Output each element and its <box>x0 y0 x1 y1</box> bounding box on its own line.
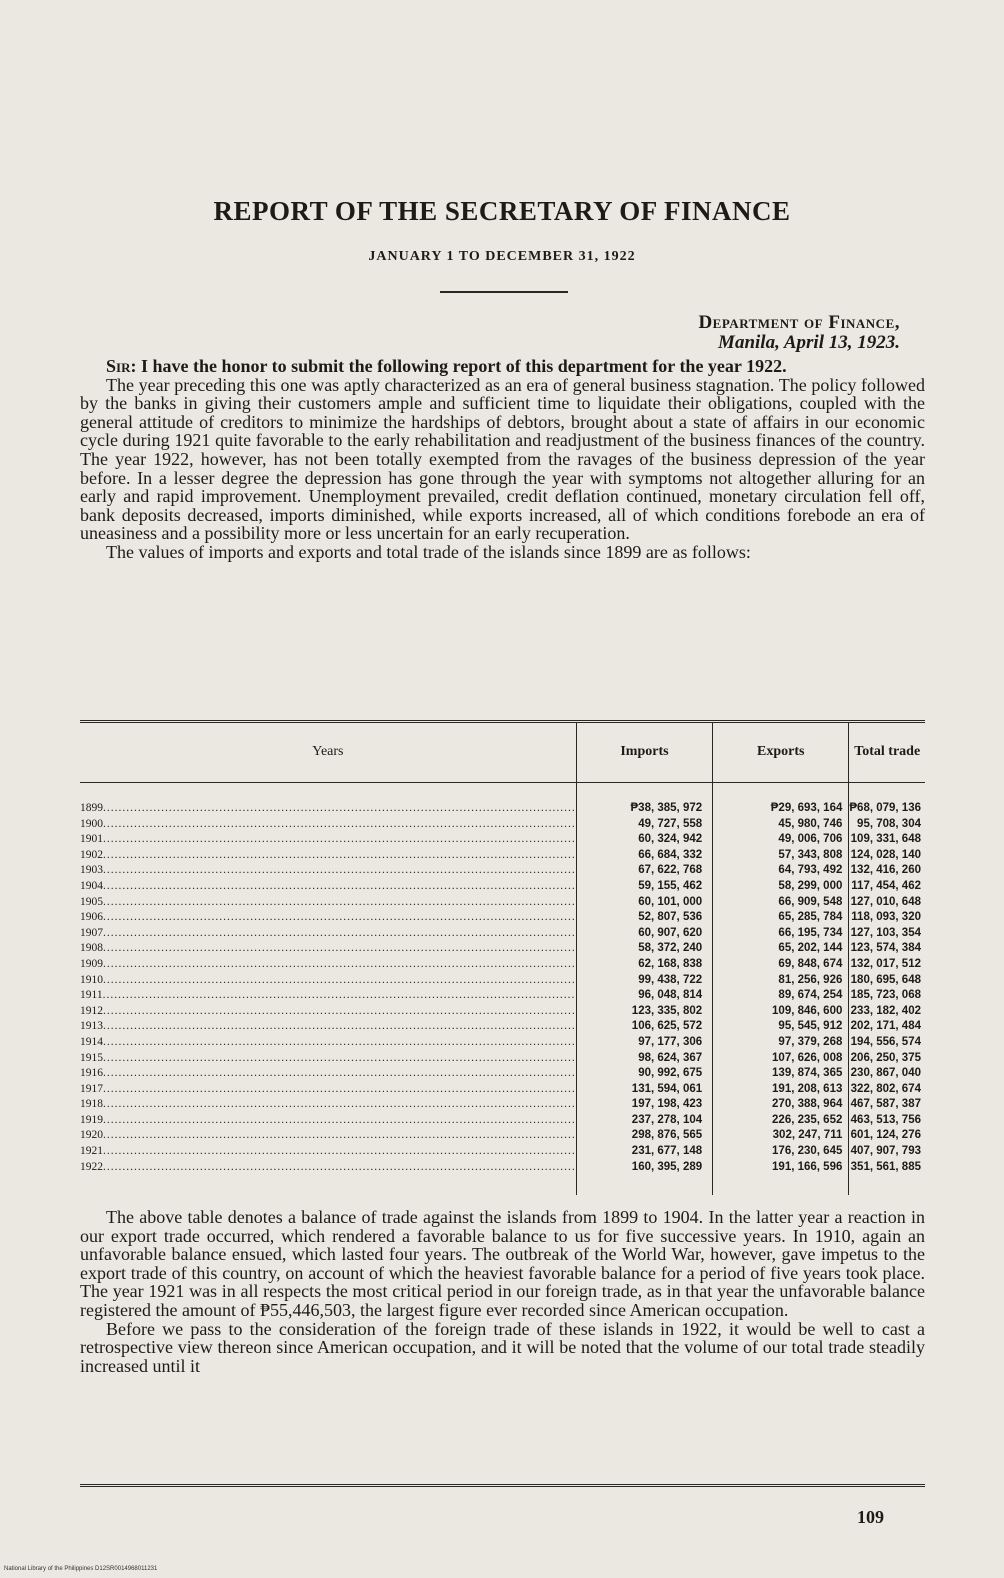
year-cell <box>80 783 576 817</box>
year-cell-value: 1913 <box>80 1020 103 1033</box>
col-header-exports: Exports <box>713 722 849 783</box>
year-cell <box>80 1082 576 1098</box>
table-row <box>80 783 925 817</box>
report-date-range: JANUARY 1 TO DECEMBER 31, 1922 <box>368 249 636 264</box>
exports-cell <box>713 988 849 1004</box>
year-cell-value: 1911 <box>80 989 103 1002</box>
place-and-date: Manila, April 13, 1923. <box>718 332 900 353</box>
exports-cell <box>713 1160 849 1196</box>
exports-cell-value: 66, 195, 734 <box>778 926 843 939</box>
imports-cell <box>576 1097 712 1113</box>
col-header-imports: Imports <box>576 722 712 783</box>
table-bottom-rule <box>80 1484 925 1490</box>
dot-leader <box>103 1098 576 1110</box>
total-trade-cell-value: 180, 695, 648 <box>850 973 921 986</box>
dot-leader <box>103 818 576 830</box>
imports-cell-value: 298, 876, 565 <box>631 1129 703 1142</box>
total-trade-cell <box>849 926 925 942</box>
year-cell-value: 1900 <box>80 817 103 830</box>
exports-cell-value: 45, 980, 746 <box>778 817 843 830</box>
intro-paragraph-3: The values of imports and exports and total trade of the islands since 1899 are as follows: <box>106 541 751 562</box>
year-cell-value: 1909 <box>80 957 103 970</box>
imports-cell <box>576 973 712 989</box>
dot-leader <box>103 942 576 954</box>
imports-cell-value: 231, 677, 148 <box>631 1145 703 1158</box>
dot-leader <box>103 958 576 970</box>
total-trade-cell <box>849 879 925 895</box>
imports-cell <box>576 926 712 942</box>
exports-cell-value: 139, 874, 365 <box>772 1067 843 1080</box>
table-row <box>80 1082 925 1098</box>
imports-cell <box>576 848 712 864</box>
imports-cell <box>576 863 712 879</box>
imports-cell-value: 106, 625, 572 <box>631 1020 703 1033</box>
table-row <box>80 926 925 942</box>
exports-cell <box>713 848 849 864</box>
exports-cell-value: 270, 388, 964 <box>772 1098 843 1111</box>
year-cell-value: 1910 <box>80 973 103 986</box>
total-trade-cell <box>849 1113 925 1129</box>
exports-cell <box>713 1113 849 1129</box>
total-trade-cell-value: 118, 093, 320 <box>851 911 921 924</box>
exports-cell <box>713 910 849 926</box>
dot-leader <box>103 1145 576 1157</box>
table-row <box>80 973 925 989</box>
table-row <box>80 832 925 848</box>
imports-cell-value: 160, 395, 289 <box>631 1160 703 1173</box>
table-row <box>80 1019 925 1035</box>
total-trade-cell <box>849 1082 925 1098</box>
dot-leader <box>103 880 576 892</box>
total-trade-cell-value: 123, 574, 384 <box>850 942 921 955</box>
total-trade-cell-value: 463, 513, 756 <box>850 1113 921 1126</box>
year-cell-value: 1921 <box>80 1145 103 1158</box>
page-number: 109 <box>857 1507 884 1527</box>
table-row <box>80 1097 925 1113</box>
total-trade-cell <box>849 1144 925 1160</box>
year-cell <box>80 1097 576 1113</box>
table-row <box>80 879 925 895</box>
year-cell-value: 1917 <box>80 1082 103 1095</box>
imports-cell <box>576 1051 712 1067</box>
dot-leader <box>103 1161 576 1173</box>
table-row <box>80 1144 925 1160</box>
year-cell-value: 1916 <box>80 1067 103 1080</box>
exports-cell-value: 95, 545, 912 <box>778 1020 843 1033</box>
exports-cell-value: 89, 674, 254 <box>778 989 843 1002</box>
outro-paragraph-2: Before we pass to the consideration of the foreign trade of these islands in 1922, it would be well to cast a retrospective view thereon since American occupation, and it will be noted that the volume of our total trade steadily increased until it <box>80 1318 925 1376</box>
exports-cell <box>713 1144 849 1160</box>
dot-leader <box>103 1052 576 1064</box>
exports-cell-value: 65, 285, 784 <box>778 911 843 924</box>
total-trade-cell <box>849 1097 925 1113</box>
table-row <box>80 1004 925 1020</box>
year-cell <box>80 1004 576 1020</box>
imports-cell-value: 99, 438, 722 <box>638 973 703 986</box>
trade-table <box>80 722 925 1195</box>
total-trade-cell <box>849 957 925 973</box>
exports-cell-value: 191, 208, 613 <box>772 1082 843 1095</box>
imports-cell <box>576 1019 712 1035</box>
imports-cell-value: 66, 684, 332 <box>638 848 703 861</box>
total-trade-cell <box>849 1128 925 1144</box>
exports-cell <box>713 1128 849 1144</box>
year-cell <box>80 957 576 973</box>
exports-cell <box>713 832 849 848</box>
year-cell <box>80 1019 576 1035</box>
outro-paragraph-1: The above table denotes a balance of trade against the islands from 1899 to 1904. In the latter year a reaction in our export trade occurred, which rendered a favorable balance to us for five successive years. In 1910, again an unfavorable balance ensued, which lasted four years. The outbreak of the World War, however, gave impetus to the export trade of this country, on account of which the heaviest favorable balance for a period of five years took place. The year 1921 was in all respects the most critical period in our foreign trade, as in that year the unfavorable balance registered the amount of ₱55,446,503, the largest figure ever recorded since American occupation. <box>80 1207 925 1320</box>
table-row <box>80 1035 925 1051</box>
imports-cell-value: 90, 992, 675 <box>638 1067 703 1080</box>
imports-cell <box>576 1160 712 1196</box>
imports-cell-value: 59, 155, 462 <box>638 879 703 892</box>
year-cell <box>80 1128 576 1144</box>
dot-leader <box>103 1083 576 1095</box>
imports-cell-value: 67, 622, 768 <box>638 864 703 877</box>
year-cell-value: 1901 <box>80 833 103 846</box>
imports-cell <box>576 879 712 895</box>
exports-cell-value: 109, 846, 600 <box>772 1004 843 1017</box>
total-trade-cell-value: 117, 454, 462 <box>851 879 921 892</box>
dot-leader <box>103 989 576 1001</box>
year-cell-value: 1906 <box>80 911 103 924</box>
col-header-total-trade: Total trade <box>849 722 925 783</box>
col-header-years: Years <box>80 722 576 783</box>
total-trade-cell <box>849 1019 925 1035</box>
total-trade-cell <box>849 848 925 864</box>
imports-cell-value: 58, 372, 240 <box>638 942 703 955</box>
table-row <box>80 957 925 973</box>
imports-cell <box>576 910 712 926</box>
imports-cell <box>576 1144 712 1160</box>
imports-cell-value: 60, 324, 942 <box>638 833 703 846</box>
dot-leader <box>103 927 576 939</box>
year-cell <box>80 1066 576 1082</box>
exports-cell <box>713 1035 849 1051</box>
table-row <box>80 910 925 926</box>
year-cell <box>80 1144 576 1160</box>
year-cell-value: 1904 <box>80 879 103 892</box>
total-trade-cell <box>849 1004 925 1020</box>
year-cell-value: 1908 <box>80 942 103 955</box>
table-row <box>80 1160 925 1196</box>
total-trade-cell-value: 601, 124, 276 <box>850 1129 921 1142</box>
total-trade-cell <box>849 863 925 879</box>
year-cell-value: 1920 <box>80 1129 103 1142</box>
table-row <box>80 941 925 957</box>
imports-cell <box>576 1004 712 1020</box>
exports-cell <box>713 1097 849 1113</box>
intro-section <box>80 357 925 562</box>
year-cell-value: 1903 <box>80 864 103 877</box>
imports-cell-value: 60, 907, 620 <box>638 926 703 939</box>
dot-leader <box>103 833 576 845</box>
intro-paragraph-1-text: I have the honor to submit the following report of this department for the year 1922. <box>140 356 787 376</box>
total-trade-cell <box>849 1160 925 1196</box>
total-trade-cell-value: 467, 587, 387 <box>850 1098 921 1111</box>
total-trade-cell-value: 132, 017, 512 <box>850 957 921 970</box>
imports-cell-value: ₱38, 385, 972 <box>630 802 703 814</box>
exports-cell-value: 65, 202, 144 <box>778 942 843 955</box>
total-trade-cell <box>849 817 925 833</box>
total-trade-cell-value: 407, 907, 793 <box>850 1145 921 1158</box>
imports-cell <box>576 957 712 973</box>
exports-cell-value: 191, 166, 596 <box>772 1160 843 1173</box>
imports-cell <box>576 1035 712 1051</box>
dot-leader <box>103 1020 576 1032</box>
imports-cell-value: 97, 177, 306 <box>638 1035 703 1048</box>
imports-cell-value: 98, 624, 367 <box>638 1051 703 1064</box>
dot-leader <box>103 849 576 861</box>
exports-cell-value: 58, 299, 000 <box>778 879 843 892</box>
table-row <box>80 895 925 911</box>
exports-cell <box>713 863 849 879</box>
exports-cell-value: 176, 230, 645 <box>772 1145 843 1158</box>
year-cell <box>80 1051 576 1067</box>
exports-cell-value: 81, 256, 926 <box>778 973 843 986</box>
table-row <box>80 1113 925 1129</box>
exports-cell <box>713 926 849 942</box>
imports-cell-value: 60, 101, 000 <box>638 895 703 908</box>
total-trade-cell <box>849 941 925 957</box>
total-trade-cell-value: 95, 708, 304 <box>857 817 921 830</box>
year-cell-value: 1914 <box>80 1035 103 1048</box>
department-name: Department of Finance, <box>698 312 900 333</box>
total-trade-cell <box>849 783 925 817</box>
table-row <box>80 817 925 833</box>
total-trade-cell-value: ₱68, 079, 136 <box>849 802 921 814</box>
total-trade-cell <box>849 895 925 911</box>
imports-cell <box>576 1082 712 1098</box>
dot-leader <box>103 864 576 876</box>
year-cell-value: 1922 <box>80 1160 103 1173</box>
total-trade-cell-value: 194, 556, 574 <box>850 1035 921 1048</box>
imports-cell-value: 52, 807, 536 <box>638 911 703 924</box>
year-cell-value: 1899 <box>80 802 103 814</box>
dot-leader <box>103 896 576 908</box>
dot-leader <box>103 1005 576 1017</box>
exports-cell <box>713 1051 849 1067</box>
total-trade-cell-value: 206, 250, 375 <box>850 1051 921 1064</box>
exports-cell-value: 69, 848, 674 <box>778 957 843 970</box>
total-trade-cell-value: 127, 103, 354 <box>850 926 921 939</box>
year-cell <box>80 1160 576 1196</box>
table-row <box>80 1051 925 1067</box>
year-cell-value: 1915 <box>80 1051 103 1064</box>
exports-cell-value: 49, 006, 706 <box>778 833 843 846</box>
dot-leader <box>103 802 576 814</box>
title-divider <box>440 291 568 293</box>
total-trade-cell-value: 322, 802, 674 <box>850 1082 921 1095</box>
year-cell <box>80 879 576 895</box>
total-trade-cell-value: 233, 182, 402 <box>850 1004 921 1017</box>
dot-leader <box>103 911 576 923</box>
exports-cell-value: 302, 247, 711 <box>772 1129 843 1142</box>
exports-cell-value: 97, 379, 268 <box>778 1035 843 1048</box>
table-row <box>80 988 925 1004</box>
table-header-row <box>80 722 925 783</box>
total-trade-cell <box>849 1066 925 1082</box>
year-cell <box>80 988 576 1004</box>
dot-leader <box>103 1036 576 1048</box>
year-cell-value: 1907 <box>80 926 103 939</box>
year-cell-value: 1912 <box>80 1004 103 1017</box>
total-trade-cell <box>849 910 925 926</box>
dot-leader <box>103 1067 576 1079</box>
dot-leader <box>103 1114 576 1126</box>
exports-cell <box>713 941 849 957</box>
intro-paragraph-2: The year preceding this one was aptly characterized as an era of general business stagnation. The policy followed by the banks in giving their customers ample and sufficient time to liquidate their obligations, coupled with the general attitude of creditors to minimize the hardships of debtors, brought about a state of affairs in our economic cycle during 1921 quite favorable to the early rehabilitation and readjustment of the business finances of the country. The year 1922, however, has not been totally exempted from the ravages of the business depression of the year before. In a lesser degree the depression has gone through the year with symptoms not altogether alluring for an early and rapid improvement. Unemployment prevailed, credit deflation continued, monetary circulation fell off, bank deposits decreased, imports diminished, while exports increased, all of which conditions forebode an era of uneasiness and a possibility more or less uncertain for an early recuperation. <box>80 374 925 544</box>
exports-cell <box>713 817 849 833</box>
total-trade-cell-value: 202, 171, 484 <box>850 1020 921 1033</box>
year-cell-value: 1919 <box>80 1113 103 1126</box>
exports-cell <box>713 1082 849 1098</box>
total-trade-cell <box>849 832 925 848</box>
year-cell-value: 1918 <box>80 1098 103 1111</box>
total-trade-cell-value: 185, 723, 068 <box>850 989 921 1002</box>
imports-cell-value: 96, 048, 814 <box>638 989 703 1002</box>
total-trade-cell-value: 351, 561, 885 <box>850 1160 921 1173</box>
exports-cell-value: 107, 626, 008 <box>772 1051 843 1064</box>
dot-leader <box>103 1129 576 1141</box>
imports-cell-value: 123, 335, 802 <box>631 1004 703 1017</box>
exports-cell <box>713 1004 849 1020</box>
exports-cell-value: 226, 235, 652 <box>772 1113 843 1126</box>
salutation: Sir: <box>106 356 137 376</box>
year-cell <box>80 973 576 989</box>
total-trade-cell-value: 230, 867, 040 <box>850 1067 921 1080</box>
imports-cell-value: 197, 198, 423 <box>631 1098 703 1111</box>
table-body <box>80 783 925 1196</box>
imports-cell <box>576 941 712 957</box>
imports-cell-value: 237, 278, 104 <box>631 1113 703 1126</box>
outro-section <box>80 1208 925 1375</box>
imports-cell <box>576 1128 712 1144</box>
imports-cell-value: 49, 727, 558 <box>638 817 703 830</box>
exports-cell <box>713 973 849 989</box>
imports-cell <box>576 1113 712 1129</box>
year-cell <box>80 863 576 879</box>
report-title: REPORT OF THE SECRETARY OF FINANCE <box>213 196 791 226</box>
imports-cell <box>576 817 712 833</box>
exports-cell-value: 64, 793, 492 <box>778 864 843 877</box>
imports-cell <box>576 1066 712 1082</box>
dot-leader <box>103 974 576 986</box>
table-row <box>80 848 925 864</box>
exports-cell <box>713 895 849 911</box>
total-trade-cell <box>849 988 925 1004</box>
imports-cell <box>576 783 712 817</box>
year-cell <box>80 1035 576 1051</box>
year-cell-value: 1902 <box>80 848 103 861</box>
total-trade-cell-value: 124, 028, 140 <box>850 848 921 861</box>
exports-cell <box>713 957 849 973</box>
year-cell <box>80 895 576 911</box>
exports-cell <box>713 783 849 817</box>
year-cell-value: 1905 <box>80 895 103 908</box>
table-row <box>80 863 925 879</box>
imports-cell-value: 131, 594, 061 <box>631 1082 703 1095</box>
archive-footer: National Library of the Philippines D12SR0014968011231 <box>4 1566 158 1572</box>
exports-cell <box>713 1066 849 1082</box>
exports-cell-value: 57, 343, 808 <box>778 848 843 861</box>
year-cell <box>80 817 576 833</box>
table-row <box>80 1066 925 1082</box>
year-cell <box>80 941 576 957</box>
total-trade-cell-value: 109, 331, 648 <box>850 833 921 846</box>
year-cell <box>80 1113 576 1129</box>
exports-cell-value: ₱29, 693, 164 <box>770 802 843 814</box>
year-cell <box>80 910 576 926</box>
total-trade-cell-value: 127, 010, 648 <box>850 895 921 908</box>
total-trade-cell <box>849 1051 925 1067</box>
year-cell <box>80 926 576 942</box>
intro-paragraph-1 <box>80 357 925 376</box>
total-trade-cell-value: 132, 416, 260 <box>850 864 921 877</box>
table-row <box>80 1128 925 1144</box>
year-cell <box>80 832 576 848</box>
exports-cell <box>713 879 849 895</box>
imports-cell <box>576 895 712 911</box>
exports-cell-value: 66, 909, 548 <box>778 895 843 908</box>
imports-cell <box>576 988 712 1004</box>
total-trade-cell <box>849 973 925 989</box>
total-trade-cell <box>849 1035 925 1051</box>
year-cell <box>80 848 576 864</box>
imports-cell <box>576 832 712 848</box>
exports-cell <box>713 1019 849 1035</box>
imports-cell-value: 62, 168, 838 <box>638 957 703 970</box>
